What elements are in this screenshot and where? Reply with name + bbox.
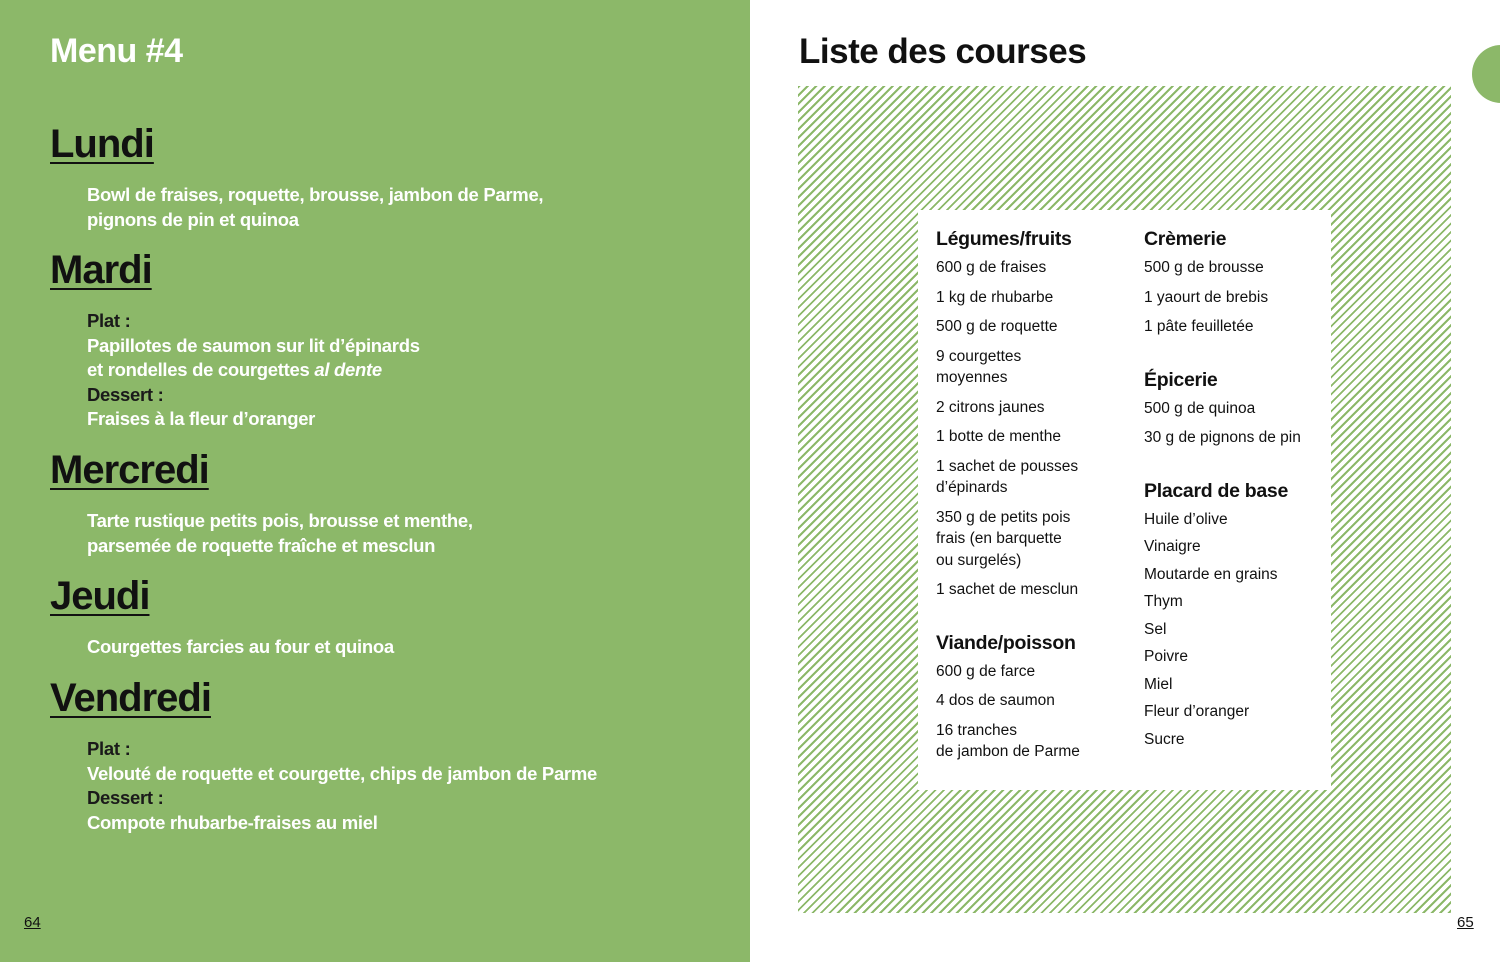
list-item: 30 g de pignons de pin <box>1144 429 1301 446</box>
list-item: Sel <box>1144 620 1167 638</box>
shopping-column-right <box>1144 227 1329 780</box>
plat-line <box>87 358 420 383</box>
list-item: Huile d’olive <box>1144 510 1228 528</box>
day-menu-jeudi <box>87 635 394 660</box>
shopping-list-title: Liste des courses <box>799 32 1087 71</box>
day-menu-mardi <box>87 309 420 432</box>
list-item: 16 tranches de jambon de Parme <box>936 721 1080 760</box>
plat-line: Papillotes de saumon sur lit d’épinards <box>87 334 420 356</box>
day-heading-mardi: Mardi <box>50 248 152 292</box>
list-item: 1 botte de menthe <box>936 428 1061 445</box>
list-item: 1 kg de rhubarbe <box>936 288 1054 306</box>
plat-line: Velouté de roquette et courgette, chips de jambon de Parme <box>87 762 597 784</box>
dessert-line: Compote rhubarbe-fraises au miel <box>87 811 378 833</box>
menu-line: Courgettes farcies au four et quinoa <box>87 636 394 657</box>
menu-line: parsemée de roquette fraîche et mesclun <box>87 534 436 556</box>
list-item: 500 g de roquette <box>936 318 1058 335</box>
dessert-line: Fraises à la fleur d’oranger <box>87 408 316 429</box>
day-heading-lundi: Lundi <box>50 122 154 166</box>
category-legumes-fruits <box>936 227 1111 601</box>
category-title: Placard de base <box>1144 479 1288 502</box>
list-item: 1 pâte feuilletée <box>1144 318 1254 335</box>
list-item: 500 g de quinoa <box>1144 399 1256 417</box>
dessert-label: Dessert : <box>87 787 164 808</box>
list-item: Miel <box>1144 675 1173 693</box>
category-cremerie <box>1144 227 1329 338</box>
category-title: Légumes/fruits <box>936 228 1072 250</box>
day-heading-mercredi: Mercredi <box>50 448 209 492</box>
list-item: 1 sachet de pousses d’épinards <box>936 457 1079 496</box>
list-item: Moutarde en grains <box>1144 565 1278 583</box>
list-item: 4 dos de saumon <box>936 692 1055 709</box>
list-item: Vinaigre <box>1144 538 1201 555</box>
list-item: Thym <box>1144 593 1183 610</box>
day-menu-lundi <box>87 183 543 232</box>
list-item: Poivre <box>1144 648 1188 665</box>
category-title: Viande/poisson <box>936 631 1076 654</box>
day-heading-jeudi: Jeudi <box>50 574 150 618</box>
menu-line: pignons de pin et quinoa <box>87 208 299 230</box>
menu-title: Menu #4 <box>50 32 183 70</box>
category-placard-de-base <box>1144 479 1329 751</box>
list-item: 2 citrons jaunes <box>936 398 1045 416</box>
list-item: Fleur d’oranger <box>1144 703 1250 720</box>
menu-line: Bowl de fraises, roquette, brousse, jambon de Parme, <box>87 184 544 205</box>
list-item: 600 g de farce <box>936 662 1036 680</box>
shopping-column-left <box>936 227 1111 793</box>
day-menu-mercredi <box>87 509 473 558</box>
list-item: 1 sachet de mesclun <box>936 581 1079 598</box>
plat-italic-text: al dente <box>314 359 382 380</box>
day-heading-vendredi: Vendredi <box>50 676 211 720</box>
page-number-right: 65 <box>1457 914 1474 931</box>
category-viande-poisson <box>936 631 1111 763</box>
list-item: 500 g de brousse <box>1144 259 1264 276</box>
shopping-list-card <box>918 210 1331 790</box>
page-number-left: 64 <box>24 914 41 931</box>
dessert-label: Dessert : <box>87 383 164 405</box>
list-item: 350 g de petits pois frais (en barquette ou surgelés) <box>936 508 1071 569</box>
list-item: 600 g de fraises <box>936 259 1047 276</box>
plat-text: et rondelles de courgettes <box>87 359 315 380</box>
menu-line: Tarte rustique petits pois, brousse et menthe, <box>87 510 473 531</box>
category-title: Épicerie <box>1144 368 1218 391</box>
list-item: Sucre <box>1144 730 1185 748</box>
day-menu-vendredi <box>87 737 597 835</box>
category-epicerie <box>1144 368 1329 449</box>
list-item: 1 yaourt de brebis <box>1144 288 1269 306</box>
category-title: Crèmerie <box>1144 228 1227 250</box>
list-item: 9 courgettes moyennes <box>936 347 1022 386</box>
plat-label: Plat : <box>87 310 131 331</box>
plat-label: Plat : <box>87 738 131 759</box>
